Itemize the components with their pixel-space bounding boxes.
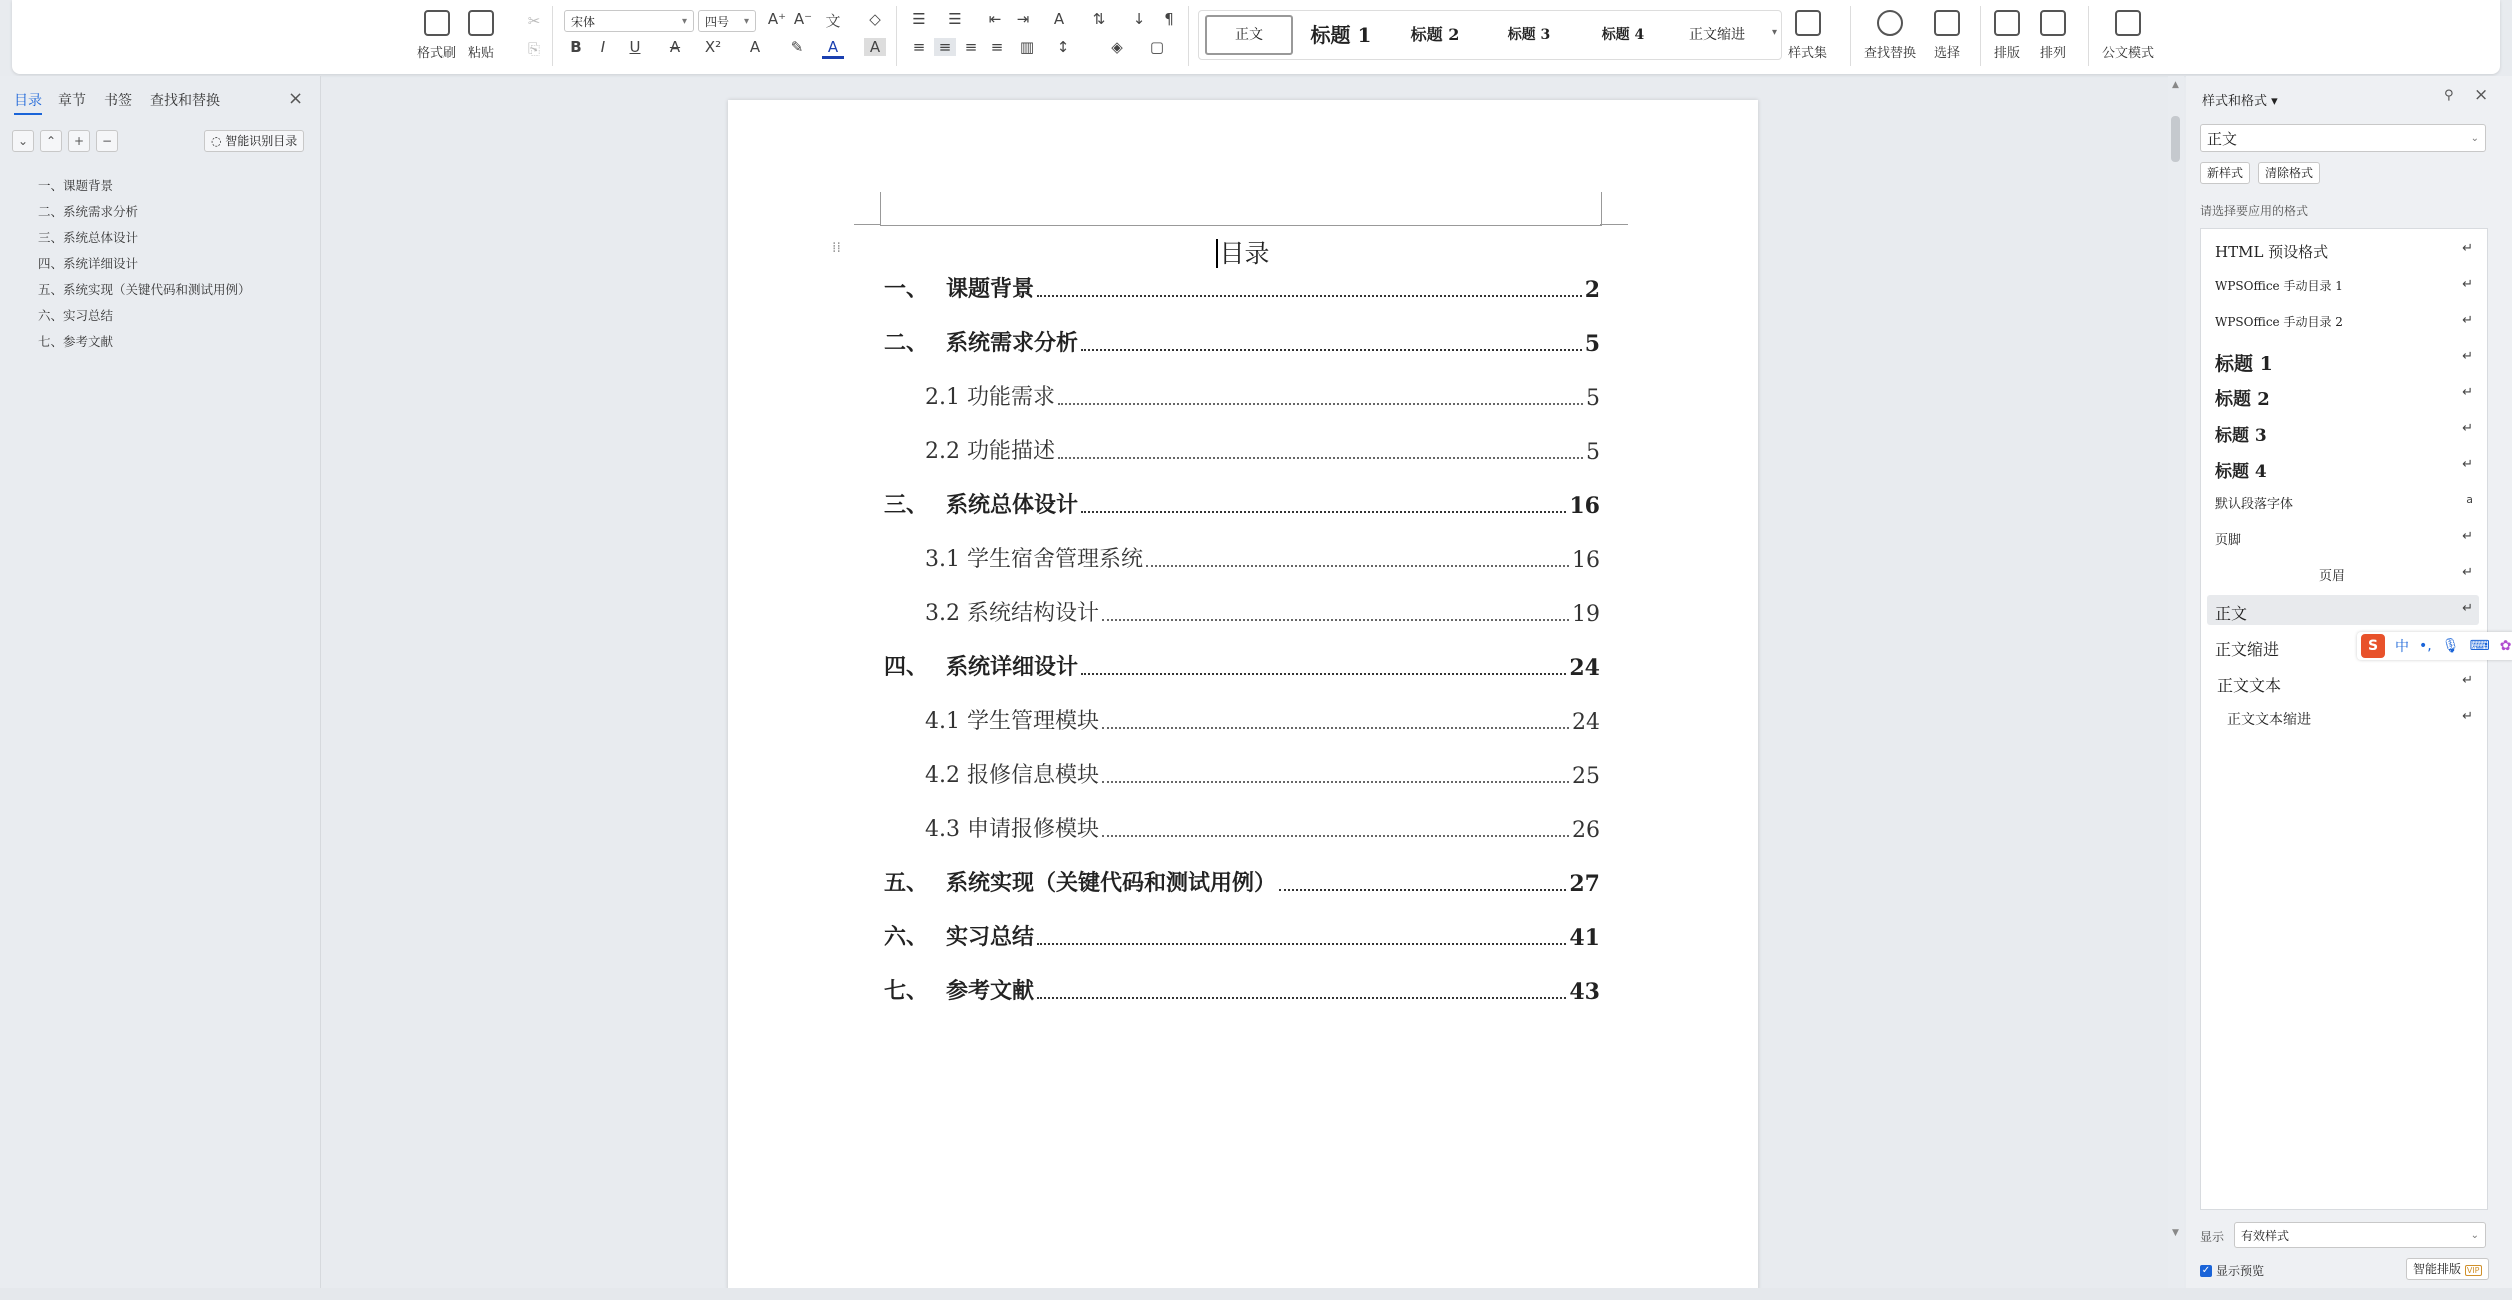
vertical-scrollbar[interactable]: [2168, 76, 2184, 1300]
toc-dot-leader: [1102, 727, 1569, 729]
toc-entry-text: 2.1 功能需求: [925, 385, 1055, 410]
show-preview-checkbox[interactable]: ✓ 显示预览: [2201, 1264, 2265, 1278]
collapse-icon[interactable]: ⌄: [12, 130, 34, 152]
align-left-icon[interactable]: ≡: [912, 38, 926, 56]
sort-icon[interactable]: ⇅: [1092, 10, 1106, 28]
skin-icon[interactable]: ✿: [2499, 638, 2512, 654]
toc-entry[interactable]: [925, 380, 1600, 411]
toc-page-number: 24: [1572, 710, 1600, 735]
style-item[interactable]: WPSOffice 手动目录 2 ↵: [2215, 313, 2473, 329]
increase-indent-icon[interactable]: ⇥: [1016, 10, 1030, 28]
style-set-icon: [1795, 10, 1821, 36]
char-shading-icon[interactable]: A: [864, 38, 886, 56]
tab-bookmarks[interactable]: 书签: [104, 93, 132, 109]
italic-icon[interactable]: I: [600, 38, 606, 56]
toc-page-number: 27: [1569, 871, 1600, 897]
style-item[interactable]: 标题 3 ↵: [2215, 421, 2473, 446]
toc-entry[interactable]: [884, 326, 1600, 357]
grow-font-icon[interactable]: A⁺: [767, 10, 787, 28]
style-item[interactable]: 页眉 ↵: [2319, 565, 2473, 584]
toc-entry[interactable]: [884, 272, 1600, 303]
toc-entry-text: 系统需求分析: [946, 330, 1079, 356]
paragraph-mark-icon: ↵: [2462, 457, 2473, 472]
separator: [552, 6, 553, 66]
toc-page-number: 16: [1569, 493, 1600, 519]
show-marks-icon[interactable]: ¶: [1164, 10, 1174, 28]
nav-toc-item[interactable]: 四、系统详细设计: [38, 256, 139, 271]
toc-dot-leader: [1037, 295, 1582, 297]
text-effect-icon[interactable]: A: [749, 38, 761, 56]
paragraph-mark-icon: ↵: [2462, 313, 2473, 328]
toc-dot-leader: [1037, 997, 1566, 999]
show-select[interactable]: 有效样式 ⌄: [2234, 1222, 2486, 1248]
toc-entry[interactable]: [925, 704, 1600, 735]
ime-logo-icon[interactable]: S: [2361, 634, 2385, 658]
distributed-icon[interactable]: ▥: [1019, 38, 1035, 56]
font-size-select[interactable]: 四号 ▾: [698, 10, 756, 32]
toc-entry-number: 二、: [884, 330, 929, 356]
paragraph-mark-icon: ↵: [2462, 565, 2473, 580]
style-list: [2200, 228, 2488, 1210]
toc-entry[interactable]: [884, 920, 1600, 951]
layout-icon: [1994, 10, 2020, 36]
toc-dot-leader: [1146, 565, 1569, 567]
close-icon[interactable]: ×: [2474, 85, 2489, 105]
separator: [1850, 6, 1851, 66]
toc-entry-number: 一、: [884, 276, 929, 302]
style-set-button[interactable]: 样式集: [1788, 10, 1827, 61]
align-right-icon[interactable]: ≡: [964, 38, 978, 56]
toc-entry[interactable]: [925, 758, 1600, 789]
layout-button[interactable]: 排版: [1994, 10, 2020, 61]
separator: [1188, 6, 1189, 66]
paragraph-mark-icon: ↵: [2462, 529, 2473, 544]
smart-toc-button[interactable]: ◌ 智能识别目录: [204, 130, 304, 152]
toc-entry-number: 六、: [884, 924, 929, 950]
status-bar: [0, 1288, 2512, 1300]
nav-toc-item[interactable]: 五、系统实现（关键代码和测试用例）: [38, 282, 251, 297]
style-item[interactable]: HTML 预设格式 ↵: [2215, 241, 2473, 261]
nav-toc-item[interactable]: 三、系统总体设计: [38, 230, 139, 245]
tab-sections[interactable]: 章节: [58, 93, 86, 109]
microphone-icon[interactable]: 🎙: [2441, 638, 2460, 654]
style-item[interactable]: 标题 4 ↵: [2215, 457, 2473, 482]
tab-find-replace[interactable]: 查找和替换: [150, 93, 220, 109]
header-frame: [880, 192, 1602, 226]
separator: [896, 6, 897, 66]
vip-badge: VIP: [2466, 1266, 2480, 1275]
paste-button[interactable]: 粘贴: [468, 10, 494, 61]
toc-entry[interactable]: [884, 866, 1600, 897]
toc-dot-leader: [1102, 619, 1569, 621]
toc-page-number: 5: [1586, 386, 1600, 411]
header-line: [854, 224, 880, 225]
ime-chinese-mode-icon[interactable]: 中: [2395, 639, 2409, 655]
style-item[interactable]: 正文缩进: [2201, 631, 2485, 661]
toc-page-number: 43: [1569, 979, 1600, 1005]
toc-entry-text: 课题背景: [946, 276, 1035, 302]
toc-page-number: 2: [1584, 277, 1600, 303]
current-style-select[interactable]: 正文 ⌄: [2200, 124, 2486, 152]
text-direction-icon[interactable]: A: [1053, 10, 1065, 28]
toc-entry[interactable]: [884, 650, 1600, 681]
keyboard-icon[interactable]: ⌨: [2469, 638, 2490, 654]
style-heading-3[interactable]: 标题 3: [1507, 27, 1551, 43]
separator: [2088, 6, 2089, 66]
toc-entry-text: 系统实现（关键代码和测试用例）: [946, 870, 1277, 896]
search-icon: [1877, 10, 1903, 36]
toc-entry[interactable]: [925, 434, 1600, 465]
paste-icon: [468, 10, 494, 36]
cursor-icon: [1934, 10, 1960, 36]
number-list-icon[interactable]: ☰: [948, 10, 962, 28]
underline-icon[interactable]: U: [629, 38, 641, 56]
show-label: 显示: [2200, 1230, 2225, 1244]
copy-icon[interactable]: ⎘: [527, 40, 540, 58]
format-painter-icon: [424, 10, 450, 36]
toc-entry-text: 系统详细设计: [946, 654, 1079, 680]
document-page[interactable]: [728, 100, 1758, 1300]
nav-toc-item[interactable]: 一、课题背景: [38, 178, 114, 193]
style-item[interactable]: 标题 2 ↵: [2215, 385, 2473, 410]
select-button[interactable]: 选择: [1934, 10, 1960, 61]
scroll-down-icon[interactable]: ▼: [2172, 1228, 2179, 1238]
ribbon-toolbar: [12, 0, 2500, 74]
font-color-icon[interactable]: A: [822, 38, 844, 59]
separator: [1980, 6, 1981, 66]
cut-icon[interactable]: ✂: [527, 12, 541, 30]
toc-page-number: 26: [1572, 818, 1600, 843]
toc-entry[interactable]: [925, 596, 1600, 627]
style-heading-2[interactable]: 标题 2: [1410, 25, 1460, 44]
toc-entry-text: 4.3 申请报修模块: [925, 817, 1099, 842]
document-icon: [2115, 10, 2141, 36]
smart-layout-button[interactable]: 智能排版 VIP: [2406, 1258, 2489, 1280]
scroll-up-icon[interactable]: ▲: [2172, 80, 2179, 90]
bold-icon[interactable]: B: [570, 38, 582, 56]
line-spacing-icon[interactable]: ↕: [1056, 38, 1070, 56]
toc-page-number: 5: [1586, 440, 1600, 465]
char-style-icon: a: [2466, 493, 2473, 506]
gallery-more-icon[interactable]: ▾: [1771, 27, 1777, 38]
sort-az-icon[interactable]: ↓: [1132, 10, 1146, 28]
toc-dot-leader: [1058, 403, 1583, 405]
toc-entry-text: 4.1 学生管理模块: [925, 709, 1099, 734]
toc-dot-leader: [1058, 457, 1583, 459]
paragraph-mark-icon: ↵: [2462, 241, 2473, 256]
toc-entry-text: 系统总体设计: [946, 492, 1079, 518]
toc-entry-text: 3.1 学生宿舍管理系统: [925, 547, 1143, 572]
doc-mode-button[interactable]: 公文模式: [2102, 10, 2154, 61]
style-heading-4[interactable]: 标题 4: [1601, 27, 1645, 43]
header-line: [1600, 224, 1628, 225]
shading-icon[interactable]: ◈: [1111, 38, 1123, 56]
nav-toc-item[interactable]: 七、参考文献: [38, 334, 114, 349]
toc-page-number: 5: [1584, 331, 1600, 357]
strikethrough-icon[interactable]: A: [669, 38, 681, 56]
tab-toc[interactable]: 目录: [14, 90, 42, 115]
style-prompt: 请选择要应用的格式: [2200, 204, 2309, 218]
justify-icon[interactable]: ≡: [990, 38, 1004, 56]
smart-icon: ◌: [211, 134, 226, 148]
toc-entry-text: 实习总结: [946, 924, 1035, 950]
align-center-icon[interactable]: ≡: [934, 38, 956, 56]
toc-entry-text: 参考文献: [946, 978, 1035, 1004]
toc-page-number: 24: [1569, 655, 1600, 681]
arrange-icon: [2040, 10, 2066, 36]
style-item[interactable]: 标题 1 ↵: [2215, 349, 2473, 375]
style-item-selected[interactable]: 正文 ↵: [2207, 595, 2479, 625]
toc-dot-leader: [1081, 511, 1566, 513]
paragraph-mark-icon: ↵: [2462, 277, 2473, 292]
font-name-select[interactable]: 宋体 ▾: [564, 10, 694, 32]
pin-icon[interactable]: ⚲: [2444, 88, 2454, 103]
style-item[interactable]: 正文文本缩进 ↵: [2227, 709, 2473, 728]
style-gallery: [1198, 10, 1782, 60]
paragraph-mark-icon: ↵: [2462, 421, 2473, 436]
find-replace-button[interactable]: 查找替换: [1864, 10, 1916, 61]
toc-entry-number: 七、: [884, 978, 929, 1004]
highlight-icon[interactable]: ✎: [790, 38, 804, 56]
style-item[interactable]: 正文文本 ↵: [2217, 673, 2473, 695]
toc-entry[interactable]: [884, 488, 1600, 519]
expand-icon[interactable]: ⌃: [40, 130, 62, 152]
move-handle-icon[interactable]: ⁞⁞: [832, 240, 841, 256]
checkbox-checked-icon: ✓: [2201, 1264, 2211, 1276]
arrange-button[interactable]: 排列: [2040, 10, 2066, 61]
clear-format-icon[interactable]: ◇: [869, 10, 881, 28]
style-item[interactable]: 页脚 ↵: [2215, 529, 2473, 548]
style-item[interactable]: WPSOffice 手动目录 1 ↵: [2215, 277, 2473, 293]
format-painter-button[interactable]: 格式刷: [417, 10, 456, 61]
paragraph-mark-icon: ↵: [2462, 349, 2473, 364]
toc-entry[interactable]: [884, 974, 1600, 1005]
toc-dot-leader: [1102, 781, 1569, 783]
toc-page-number: 16: [1572, 548, 1600, 573]
scroll-thumb[interactable]: [2171, 116, 2180, 162]
toc-dot-leader: [1102, 835, 1569, 837]
shrink-font-icon[interactable]: A⁻: [793, 10, 813, 28]
bullet-list-icon[interactable]: ☰: [912, 10, 926, 28]
add-icon[interactable]: +: [68, 130, 90, 152]
border-icon[interactable]: ▢: [1149, 38, 1165, 56]
clear-format-button[interactable]: 清除格式: [2258, 162, 2320, 184]
remove-icon[interactable]: −: [96, 130, 118, 152]
navigation-pane: [0, 76, 321, 1300]
ime-punctuation-icon[interactable]: •,: [2419, 638, 2432, 654]
toc-entry-number: 五、: [884, 870, 929, 896]
style-body-indent[interactable]: 正文缩进: [1689, 27, 1745, 43]
toc-dot-leader: [1279, 889, 1566, 891]
toc-page-number: 25: [1572, 764, 1600, 789]
style-normal[interactable]: 正文: [1205, 15, 1293, 55]
toc-entry-text: 4.2 报修信息模块: [925, 763, 1099, 788]
phonetic-icon[interactable]: 文: [825, 12, 841, 30]
toc-entry[interactable]: [925, 542, 1600, 573]
new-style-button[interactable]: 新样式: [2200, 162, 2250, 184]
toc-page-number: 19: [1572, 602, 1600, 627]
toc-entry-text: 3.2 系统结构设计: [925, 601, 1099, 626]
toc-dot-leader: [1081, 349, 1582, 351]
toc-dot-leader: [1081, 673, 1566, 675]
style-heading-1[interactable]: 标题 1: [1310, 23, 1372, 47]
toc-entry-number: 四、: [884, 654, 929, 680]
paragraph-mark-icon: ↵: [2462, 709, 2473, 724]
pane-title: 样式和格式 ▾: [2202, 94, 2278, 109]
nav-toc-item[interactable]: 二、系统需求分析: [38, 204, 139, 219]
toc-title: 目录: [728, 234, 1758, 270]
superscript-icon[interactable]: X²: [704, 38, 722, 56]
nav-toc-item[interactable]: 六、实习总结: [38, 308, 114, 323]
style-item[interactable]: 默认段落字体 a: [2215, 493, 2473, 512]
paragraph-mark-icon: ↵: [2462, 385, 2473, 400]
styles-pane: [2186, 76, 2512, 1300]
decrease-indent-icon[interactable]: ⇤: [988, 10, 1002, 28]
close-icon[interactable]: ×: [288, 88, 304, 109]
toc-page-number: 41: [1569, 925, 1600, 951]
ime-toolbar: [2357, 632, 2512, 660]
toc-entry-text: 2.2 功能描述: [925, 439, 1055, 464]
toc-entry-number: 三、: [884, 492, 929, 518]
toc-dot-leader: [1037, 943, 1566, 945]
paragraph-mark-icon: ↵: [2462, 601, 2473, 616]
paragraph-mark-icon: ↵: [2462, 673, 2473, 688]
toc-entry[interactable]: [925, 812, 1600, 843]
